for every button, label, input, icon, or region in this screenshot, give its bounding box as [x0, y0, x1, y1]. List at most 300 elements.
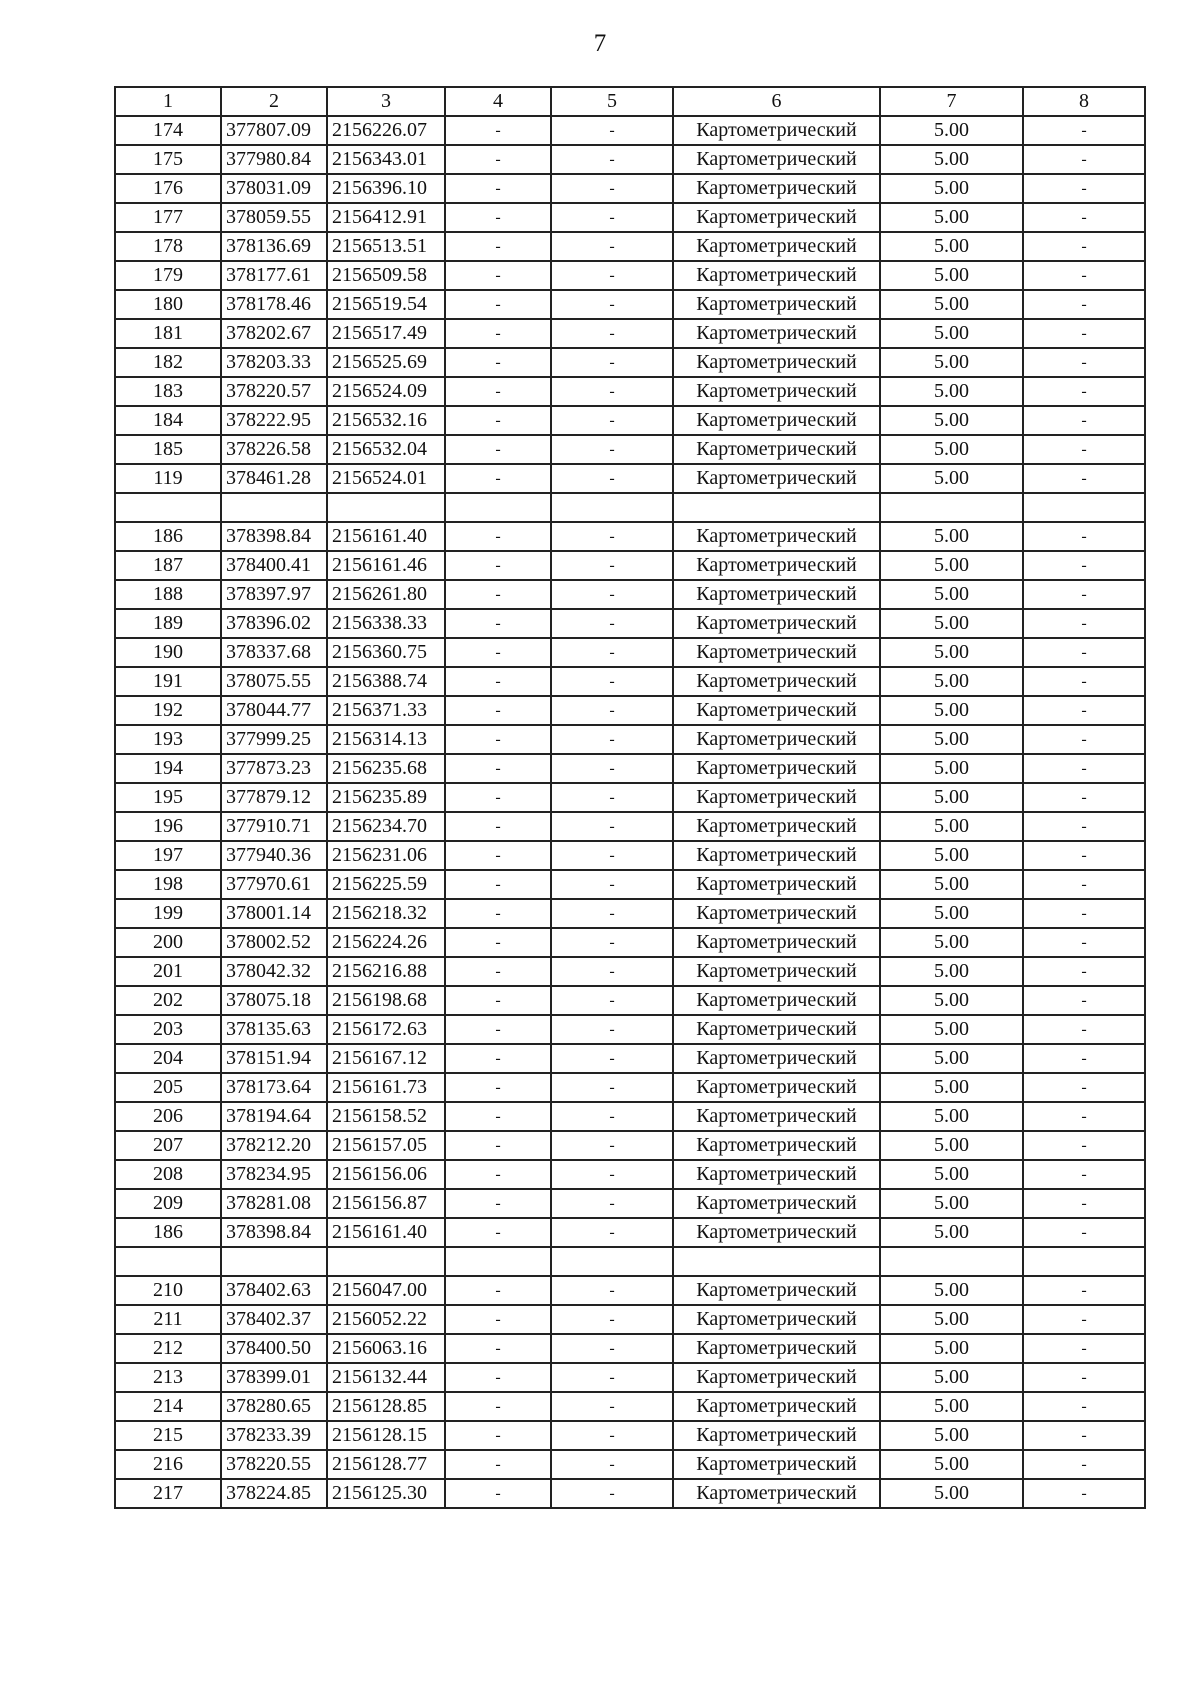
accuracy-cell: 5.00 [880, 1015, 1023, 1044]
column-5-cell: - [551, 783, 673, 812]
column-8-cell [1023, 493, 1145, 522]
accuracy-cell: 5.00 [880, 1131, 1023, 1160]
table-row [115, 116, 1145, 145]
method-cell: Картометрический [673, 1334, 880, 1363]
method-cell: Картометрический [673, 1218, 880, 1247]
column-8-cell: - [1023, 435, 1145, 464]
y-coordinate-cell: 2156412.91 [327, 203, 445, 232]
column-8-cell: - [1023, 957, 1145, 986]
point-number-cell: 214 [115, 1392, 221, 1421]
method-cell: Картометрический [673, 290, 880, 319]
column-4-cell: - [445, 609, 551, 638]
column-8-cell: - [1023, 406, 1145, 435]
accuracy-cell: 5.00 [880, 1421, 1023, 1450]
column-4-cell: - [445, 870, 551, 899]
x-coordinate-cell: 377999.25 [221, 725, 327, 754]
accuracy-cell: 5.00 [880, 638, 1023, 667]
y-coordinate-cell: 2156063.16 [327, 1334, 445, 1363]
table-row [115, 841, 1145, 870]
y-coordinate-cell [327, 493, 445, 522]
table-row [115, 986, 1145, 1015]
x-coordinate-cell: 377910.71 [221, 812, 327, 841]
point-number-cell: 194 [115, 754, 221, 783]
column-8-cell: - [1023, 1189, 1145, 1218]
accuracy-cell: 5.00 [880, 1305, 1023, 1334]
y-coordinate-cell: 2156157.05 [327, 1131, 445, 1160]
accuracy-cell: 5.00 [880, 290, 1023, 319]
table-row [115, 1073, 1145, 1102]
accuracy-cell: 5.00 [880, 899, 1023, 928]
x-coordinate-cell: 378075.18 [221, 986, 327, 1015]
column-4-cell: - [445, 319, 551, 348]
x-coordinate-cell: 378203.33 [221, 348, 327, 377]
column-4-cell: - [445, 406, 551, 435]
column-5-cell: - [551, 1276, 673, 1305]
accuracy-cell: 5.00 [880, 1334, 1023, 1363]
method-cell: Картометрический [673, 551, 880, 580]
y-coordinate-cell: 2156125.30 [327, 1479, 445, 1508]
table-row [115, 406, 1145, 435]
table-row [115, 1421, 1145, 1450]
table-row [115, 957, 1145, 986]
page-number: 7 [593, 30, 607, 57]
column-4-cell: - [445, 203, 551, 232]
column-4-cell: - [445, 638, 551, 667]
column-8-cell: - [1023, 1305, 1145, 1334]
column-8-cell: - [1023, 667, 1145, 696]
point-number-cell: 208 [115, 1160, 221, 1189]
table-row [115, 551, 1145, 580]
y-coordinate-cell: 2156156.06 [327, 1160, 445, 1189]
x-coordinate-cell: 378402.37 [221, 1305, 327, 1334]
point-number-cell: 195 [115, 783, 221, 812]
column-4-cell: - [445, 174, 551, 203]
column-5-cell: - [551, 203, 673, 232]
accuracy-cell: 5.00 [880, 435, 1023, 464]
method-cell: Картометрический [673, 928, 880, 957]
y-coordinate-cell: 2156517.49 [327, 319, 445, 348]
column-5-cell: - [551, 348, 673, 377]
method-cell: Картометрический [673, 1450, 880, 1479]
method-cell: Картометрический [673, 319, 880, 348]
column-5-cell: - [551, 1189, 673, 1218]
column-5-cell: - [551, 1305, 673, 1334]
column-5-cell: - [551, 551, 673, 580]
column-header: 7 [880, 87, 1023, 116]
table-row [115, 1160, 1145, 1189]
column-4-cell: - [445, 1421, 551, 1450]
column-8-cell: - [1023, 203, 1145, 232]
table-row [115, 1392, 1145, 1421]
point-number-cell: 216 [115, 1450, 221, 1479]
point-number-cell: 183 [115, 377, 221, 406]
column-8-cell: - [1023, 1015, 1145, 1044]
table-header-row [115, 87, 1145, 116]
y-coordinate-cell: 2156371.33 [327, 696, 445, 725]
column-8-cell: - [1023, 551, 1145, 580]
point-number-cell: 203 [115, 1015, 221, 1044]
column-5-cell: - [551, 986, 673, 1015]
y-coordinate-cell: 2156524.01 [327, 464, 445, 493]
column-8-cell: - [1023, 1160, 1145, 1189]
y-coordinate-cell: 2156314.13 [327, 725, 445, 754]
column-5-cell: - [551, 174, 673, 203]
column-4-cell: - [445, 725, 551, 754]
accuracy-cell: 5.00 [880, 870, 1023, 899]
column-8-cell: - [1023, 1334, 1145, 1363]
accuracy-cell: 5.00 [880, 551, 1023, 580]
x-coordinate-cell: 378044.77 [221, 696, 327, 725]
column-8-cell: - [1023, 290, 1145, 319]
column-8-cell: - [1023, 1479, 1145, 1508]
accuracy-cell: 5.00 [880, 116, 1023, 145]
method-cell: Картометрический [673, 1160, 880, 1189]
accuracy-cell: 5.00 [880, 1218, 1023, 1247]
x-coordinate-cell [221, 493, 327, 522]
method-cell: Картометрический [673, 116, 880, 145]
point-number-cell: 210 [115, 1276, 221, 1305]
accuracy-cell: 5.00 [880, 928, 1023, 957]
accuracy-cell: 5.00 [880, 696, 1023, 725]
accuracy-cell: 5.00 [880, 1073, 1023, 1102]
y-coordinate-cell: 2156128.85 [327, 1392, 445, 1421]
method-cell: Картометрический [673, 261, 880, 290]
column-header: 8 [1023, 87, 1145, 116]
column-4-cell: - [445, 1363, 551, 1392]
column-4-cell: - [445, 290, 551, 319]
accuracy-cell: 5.00 [880, 957, 1023, 986]
column-5-cell: - [551, 696, 673, 725]
method-cell: Картометрический [673, 1015, 880, 1044]
column-4-cell: - [445, 261, 551, 290]
accuracy-cell: 5.00 [880, 319, 1023, 348]
method-cell: Картометрический [673, 841, 880, 870]
y-coordinate-cell: 2156132.44 [327, 1363, 445, 1392]
method-cell: Картометрический [673, 1131, 880, 1160]
column-8-cell: - [1023, 725, 1145, 754]
column-5-cell: - [551, 725, 673, 754]
method-cell: Картометрический [673, 638, 880, 667]
accuracy-cell: 5.00 [880, 609, 1023, 638]
y-coordinate-cell: 2156216.88 [327, 957, 445, 986]
column-5-cell [551, 493, 673, 522]
table-row [115, 1450, 1145, 1479]
column-header: 5 [551, 87, 673, 116]
column-5-cell: - [551, 145, 673, 174]
point-number-cell: 119 [115, 464, 221, 493]
column-8-cell: - [1023, 232, 1145, 261]
y-coordinate-cell [327, 1247, 445, 1276]
column-8-cell: - [1023, 696, 1145, 725]
table-row [115, 174, 1145, 203]
y-coordinate-cell: 2156532.04 [327, 435, 445, 464]
table-row [115, 1102, 1145, 1131]
column-5-cell: - [551, 1450, 673, 1479]
table-row [115, 1334, 1145, 1363]
point-number-cell: 176 [115, 174, 221, 203]
point-number-cell: 200 [115, 928, 221, 957]
coordinates-table [114, 86, 1146, 1509]
accuracy-cell: 5.00 [880, 232, 1023, 261]
method-cell: Картометрический [673, 203, 880, 232]
x-coordinate-cell: 378031.09 [221, 174, 327, 203]
column-5-cell: - [551, 435, 673, 464]
column-5-cell: - [551, 1334, 673, 1363]
method-cell: Картометрический [673, 725, 880, 754]
column-4-cell: - [445, 1392, 551, 1421]
table-row [115, 580, 1145, 609]
accuracy-cell: 5.00 [880, 1479, 1023, 1508]
table-row [115, 1305, 1145, 1334]
accuracy-cell: 5.00 [880, 580, 1023, 609]
y-coordinate-cell: 2156231.06 [327, 841, 445, 870]
x-coordinate-cell: 378002.52 [221, 928, 327, 957]
table-row [115, 609, 1145, 638]
column-8-cell: - [1023, 580, 1145, 609]
column-4-cell: - [445, 1102, 551, 1131]
column-4-cell: - [445, 1044, 551, 1073]
x-coordinate-cell: 378173.64 [221, 1073, 327, 1102]
accuracy-cell: 5.00 [880, 145, 1023, 174]
method-cell [673, 493, 880, 522]
column-5-cell: - [551, 377, 673, 406]
x-coordinate-cell: 377980.84 [221, 145, 327, 174]
column-8-cell: - [1023, 1392, 1145, 1421]
y-coordinate-cell: 2156396.10 [327, 174, 445, 203]
column-8-cell: - [1023, 116, 1145, 145]
y-coordinate-cell: 2156156.87 [327, 1189, 445, 1218]
column-4-cell: - [445, 1276, 551, 1305]
method-cell: Картометрический [673, 1044, 880, 1073]
point-number-cell: 179 [115, 261, 221, 290]
method-cell: Картометрический [673, 812, 880, 841]
y-coordinate-cell: 2156519.54 [327, 290, 445, 319]
accuracy-cell: 5.00 [880, 348, 1023, 377]
x-coordinate-cell: 378042.32 [221, 957, 327, 986]
table-row [115, 696, 1145, 725]
column-4-cell: - [445, 1450, 551, 1479]
y-coordinate-cell: 2156360.75 [327, 638, 445, 667]
column-5-cell: - [551, 667, 673, 696]
column-8-cell: - [1023, 1276, 1145, 1305]
point-number-cell: 175 [115, 145, 221, 174]
point-number-cell: 189 [115, 609, 221, 638]
column-8-cell: - [1023, 319, 1145, 348]
y-coordinate-cell: 2156218.32 [327, 899, 445, 928]
x-coordinate-cell: 378001.14 [221, 899, 327, 928]
column-5-cell: - [551, 232, 673, 261]
method-cell: Картометрический [673, 522, 880, 551]
table-row [115, 754, 1145, 783]
accuracy-cell: 5.00 [880, 812, 1023, 841]
point-number-cell: 185 [115, 435, 221, 464]
x-coordinate-cell: 378220.55 [221, 1450, 327, 1479]
y-coordinate-cell: 2156161.40 [327, 1218, 445, 1247]
column-4-cell: - [445, 522, 551, 551]
column-4-cell: - [445, 899, 551, 928]
column-8-cell: - [1023, 145, 1145, 174]
table-row [115, 812, 1145, 841]
x-coordinate-cell: 377940.36 [221, 841, 327, 870]
column-4-cell: - [445, 1160, 551, 1189]
table-row [115, 1479, 1145, 1508]
y-coordinate-cell: 2156338.33 [327, 609, 445, 638]
x-coordinate-cell: 378212.20 [221, 1131, 327, 1160]
accuracy-cell: 5.00 [880, 174, 1023, 203]
column-4-cell: - [445, 435, 551, 464]
accuracy-cell [880, 1247, 1023, 1276]
method-cell: Картометрический [673, 406, 880, 435]
table-row [115, 1363, 1145, 1392]
point-number-cell: 215 [115, 1421, 221, 1450]
column-4-cell: - [445, 551, 551, 580]
column-8-cell: - [1023, 348, 1145, 377]
table-row [115, 928, 1145, 957]
column-4-cell: - [445, 580, 551, 609]
column-8-cell [1023, 1247, 1145, 1276]
table-row [115, 348, 1145, 377]
point-number-cell: 190 [115, 638, 221, 667]
y-coordinate-cell: 2156388.74 [327, 667, 445, 696]
y-coordinate-cell: 2156161.73 [327, 1073, 445, 1102]
method-cell: Картометрический [673, 870, 880, 899]
x-coordinate-cell: 378136.69 [221, 232, 327, 261]
column-4-cell: - [445, 812, 551, 841]
method-cell: Картометрический [673, 580, 880, 609]
column-5-cell: - [551, 406, 673, 435]
point-number-cell: 174 [115, 116, 221, 145]
x-coordinate-cell: 378178.46 [221, 290, 327, 319]
point-number-cell: 184 [115, 406, 221, 435]
column-4-cell: - [445, 1015, 551, 1044]
column-8-cell: - [1023, 754, 1145, 783]
point-number-cell [115, 493, 221, 522]
table-row [115, 145, 1145, 174]
column-8-cell: - [1023, 928, 1145, 957]
accuracy-cell: 5.00 [880, 377, 1023, 406]
y-coordinate-cell: 2156509.58 [327, 261, 445, 290]
method-cell: Картометрический [673, 609, 880, 638]
column-8-cell: - [1023, 261, 1145, 290]
x-coordinate-cell: 377879.12 [221, 783, 327, 812]
column-8-cell: - [1023, 1363, 1145, 1392]
x-coordinate-cell: 378194.64 [221, 1102, 327, 1131]
x-coordinate-cell: 378222.95 [221, 406, 327, 435]
column-5-cell: - [551, 116, 673, 145]
x-coordinate-cell: 378402.63 [221, 1276, 327, 1305]
column-header: 2 [221, 87, 327, 116]
column-4-cell: - [445, 116, 551, 145]
x-coordinate-cell: 378398.84 [221, 1218, 327, 1247]
column-8-cell: - [1023, 1218, 1145, 1247]
table-row [115, 1276, 1145, 1305]
column-5-cell: - [551, 841, 673, 870]
column-5-cell: - [551, 1363, 673, 1392]
column-4-cell: - [445, 1073, 551, 1102]
y-coordinate-cell: 2156343.01 [327, 145, 445, 174]
x-coordinate-cell: 378151.94 [221, 1044, 327, 1073]
x-coordinate-cell: 377807.09 [221, 116, 327, 145]
accuracy-cell: 5.00 [880, 406, 1023, 435]
table-row [115, 1189, 1145, 1218]
point-number-cell: 204 [115, 1044, 221, 1073]
x-coordinate-cell: 378397.97 [221, 580, 327, 609]
method-cell: Картометрический [673, 174, 880, 203]
y-coordinate-cell: 2156224.26 [327, 928, 445, 957]
table-row [115, 725, 1145, 754]
method-cell: Картометрический [673, 1305, 880, 1334]
column-4-cell: - [445, 464, 551, 493]
column-5-cell: - [551, 1073, 673, 1102]
accuracy-cell: 5.00 [880, 754, 1023, 783]
point-number-cell: 212 [115, 1334, 221, 1363]
table-row-separator [115, 1247, 1145, 1276]
y-coordinate-cell: 2156128.15 [327, 1421, 445, 1450]
column-5-cell: - [551, 290, 673, 319]
table-body [115, 116, 1145, 1508]
column-8-cell: - [1023, 1044, 1145, 1073]
y-coordinate-cell: 2156172.63 [327, 1015, 445, 1044]
method-cell [673, 1247, 880, 1276]
column-8-cell: - [1023, 638, 1145, 667]
table-row [115, 464, 1145, 493]
column-5-cell: - [551, 957, 673, 986]
column-5-cell: - [551, 1392, 673, 1421]
column-4-cell: - [445, 1334, 551, 1363]
method-cell: Картометрический [673, 1102, 880, 1131]
column-5-cell: - [551, 1015, 673, 1044]
point-number-cell: 202 [115, 986, 221, 1015]
y-coordinate-cell: 2156235.68 [327, 754, 445, 783]
x-coordinate-cell: 378398.84 [221, 522, 327, 551]
table-row [115, 899, 1145, 928]
method-cell: Картометрический [673, 783, 880, 812]
column-5-cell: - [551, 1102, 673, 1131]
y-coordinate-cell: 2156158.52 [327, 1102, 445, 1131]
table-row [115, 290, 1145, 319]
column-4-cell: - [445, 348, 551, 377]
column-4-cell: - [445, 377, 551, 406]
method-cell: Картометрический [673, 957, 880, 986]
column-8-cell: - [1023, 464, 1145, 493]
point-number-cell: 207 [115, 1131, 221, 1160]
method-cell: Картометрический [673, 1479, 880, 1508]
column-5-cell: - [551, 870, 673, 899]
table-row [115, 667, 1145, 696]
column-4-cell: - [445, 696, 551, 725]
column-4-cell: - [445, 1189, 551, 1218]
column-4-cell: - [445, 1305, 551, 1334]
point-number-cell: 205 [115, 1073, 221, 1102]
table-row [115, 377, 1145, 406]
column-8-cell: - [1023, 899, 1145, 928]
column-4-cell: - [445, 667, 551, 696]
column-4-cell: - [445, 1218, 551, 1247]
y-coordinate-cell: 2156226.07 [327, 116, 445, 145]
column-8-cell: - [1023, 841, 1145, 870]
column-8-cell: - [1023, 174, 1145, 203]
accuracy-cell: 5.00 [880, 1102, 1023, 1131]
column-4-cell: - [445, 957, 551, 986]
column-4-cell: - [445, 232, 551, 261]
table-row [115, 261, 1145, 290]
method-cell: Картометрический [673, 232, 880, 261]
point-number-cell: 180 [115, 290, 221, 319]
table-row [115, 203, 1145, 232]
method-cell: Картометрический [673, 696, 880, 725]
column-5-cell: - [551, 609, 673, 638]
accuracy-cell: 5.00 [880, 986, 1023, 1015]
